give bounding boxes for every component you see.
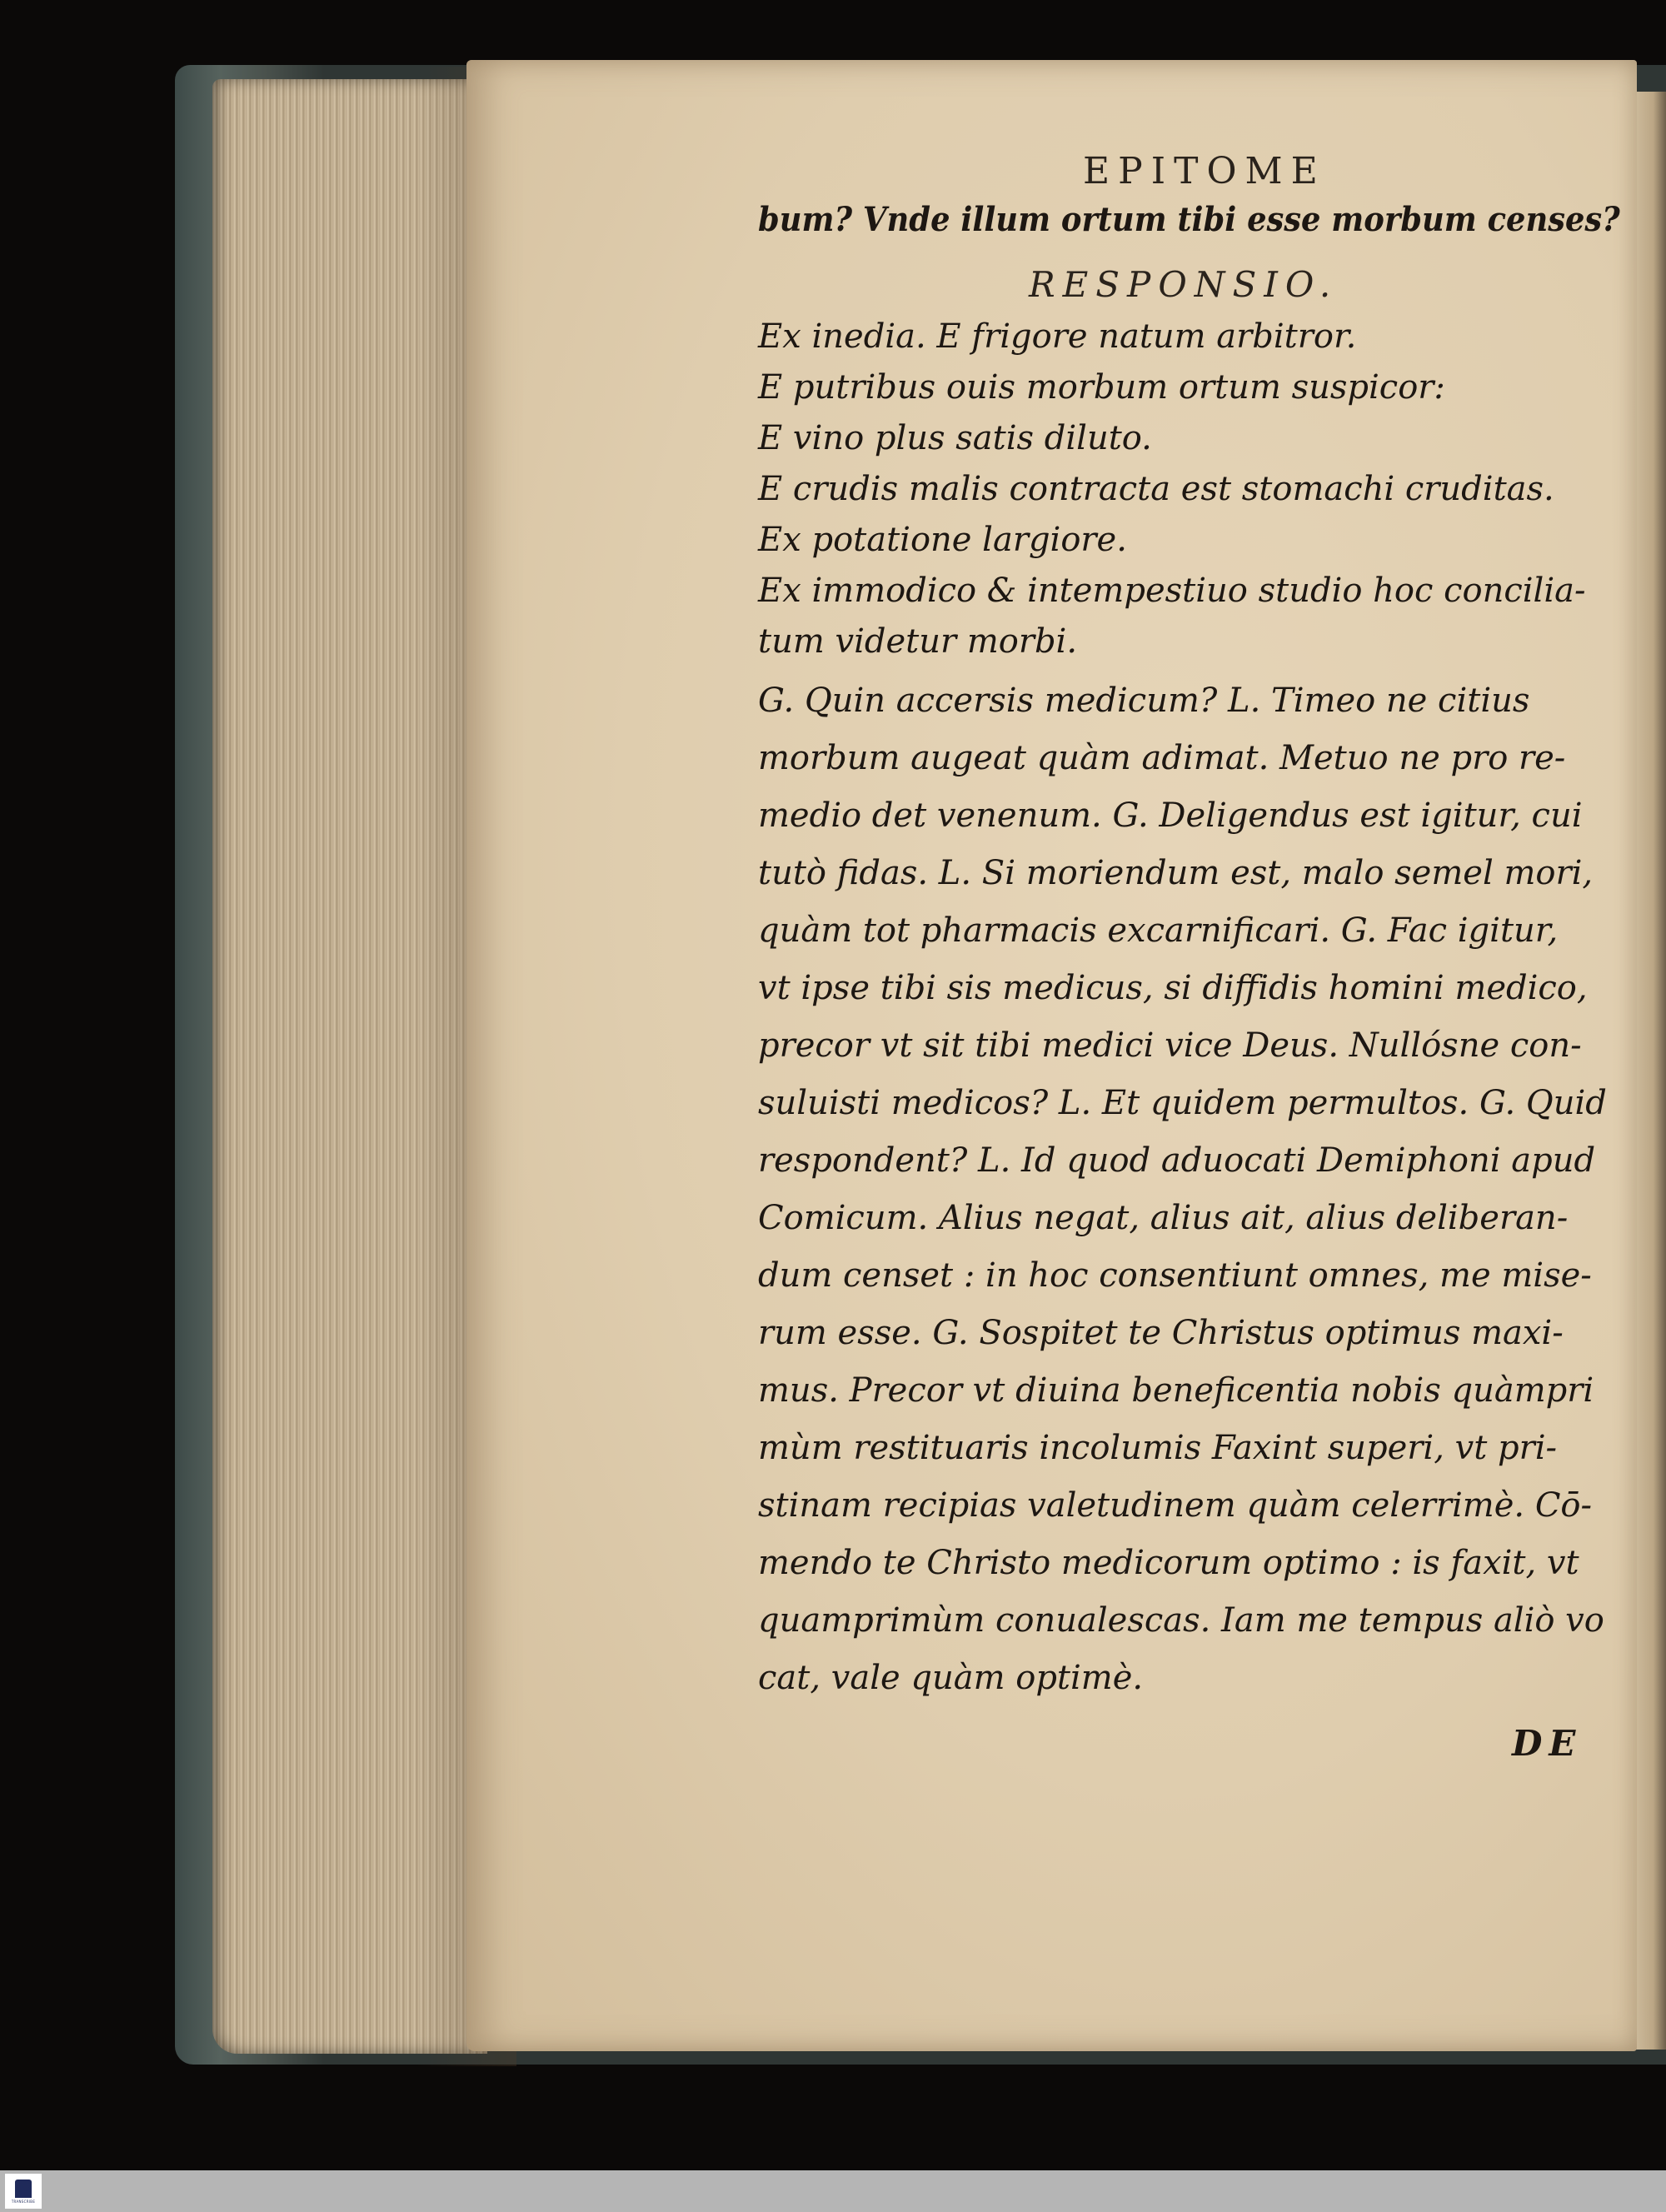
text-line: dum censet : in hoc consentiunt omnes, me mise- [758,1256,1592,1295]
book-page [466,60,1637,2051]
text-line: tum videtur morbi. [758,622,1078,661]
text-line: cat, vale quàm optimè. [758,1659,1144,1697]
text-line: bum? Vnde illum ortum tibi esse morbum censes? [758,200,1620,239]
viewer-footer-bar [0,2170,1666,2212]
text-line: respondent? L. Id quod aduocati Demiphoni apud [758,1141,1596,1180]
text-line: mus. Precor vt diuina beneficentia nobis quàmpri [758,1371,1594,1410]
page-text [466,60,1637,2051]
building-icon [15,2180,32,2198]
text-line: medio det venenum. G. Deligendus est igitur, cui [758,796,1583,835]
text-line: Ex potatione largiore. [758,521,1127,559]
text-line: E vino plus satis diluto. [758,419,1152,457]
text-line: stinam recipias valetudinem quàm celerrimè. Cō- [758,1486,1593,1525]
text-line: mendo te Christo medicorum optimo : is faxit, vt [758,1544,1579,1582]
text-line: rum esse. G. Sospitet te Christus optimus maxi- [758,1314,1564,1352]
text-line: Comicum. Alius negat, alius ait, alius deliberan- [758,1199,1569,1237]
text-line: tutò fidas. L. Si moriendum est, malo semel mori, [758,854,1594,892]
text-line: E putribus ouis morbum ortum suspicor: [758,368,1445,407]
text-line: quàm tot pharmacis excarnificari. G. Fac igitur, [758,911,1559,950]
text-line: Ex immodico & intempestiuo studio hoc concilia- [758,572,1586,610]
library-logo[interactable] [5,2174,42,2209]
text-line: mùm restituaris incolumis Faxint superi, vt pri- [758,1429,1558,1467]
running-header: EPITOME [1083,150,1326,192]
catchword: DE [1512,1723,1583,1764]
text-line: Ex inedia. E frigore natum arbitror. [758,317,1357,356]
subheading: RESPONSIO. [1029,264,1339,305]
text-line: vt ipse tibi sis medicus, si diffidis homini medico, [758,969,1588,1007]
text-line: suluisti medicos? L. Et quidem permultos. G. Quid [758,1084,1607,1122]
text-line: quamprimùm conualescas. Iam me tempus aliò vo [758,1601,1604,1640]
text-line: morbum augeat quàm adimat. Metuo ne pro re- [758,739,1566,777]
logo-text: TRANSCRIBE [11,2199,36,2204]
text-line: E crudis malis contracta est stomachi cruditas. [758,470,1554,508]
facing-page-edge [1634,92,1666,2050]
text-line: G. Quin accersis medicum? L. Timeo ne citius [758,682,1530,720]
text-line: precor vt sit tibi medici vice Deus. Nullósne con- [758,1026,1582,1065]
